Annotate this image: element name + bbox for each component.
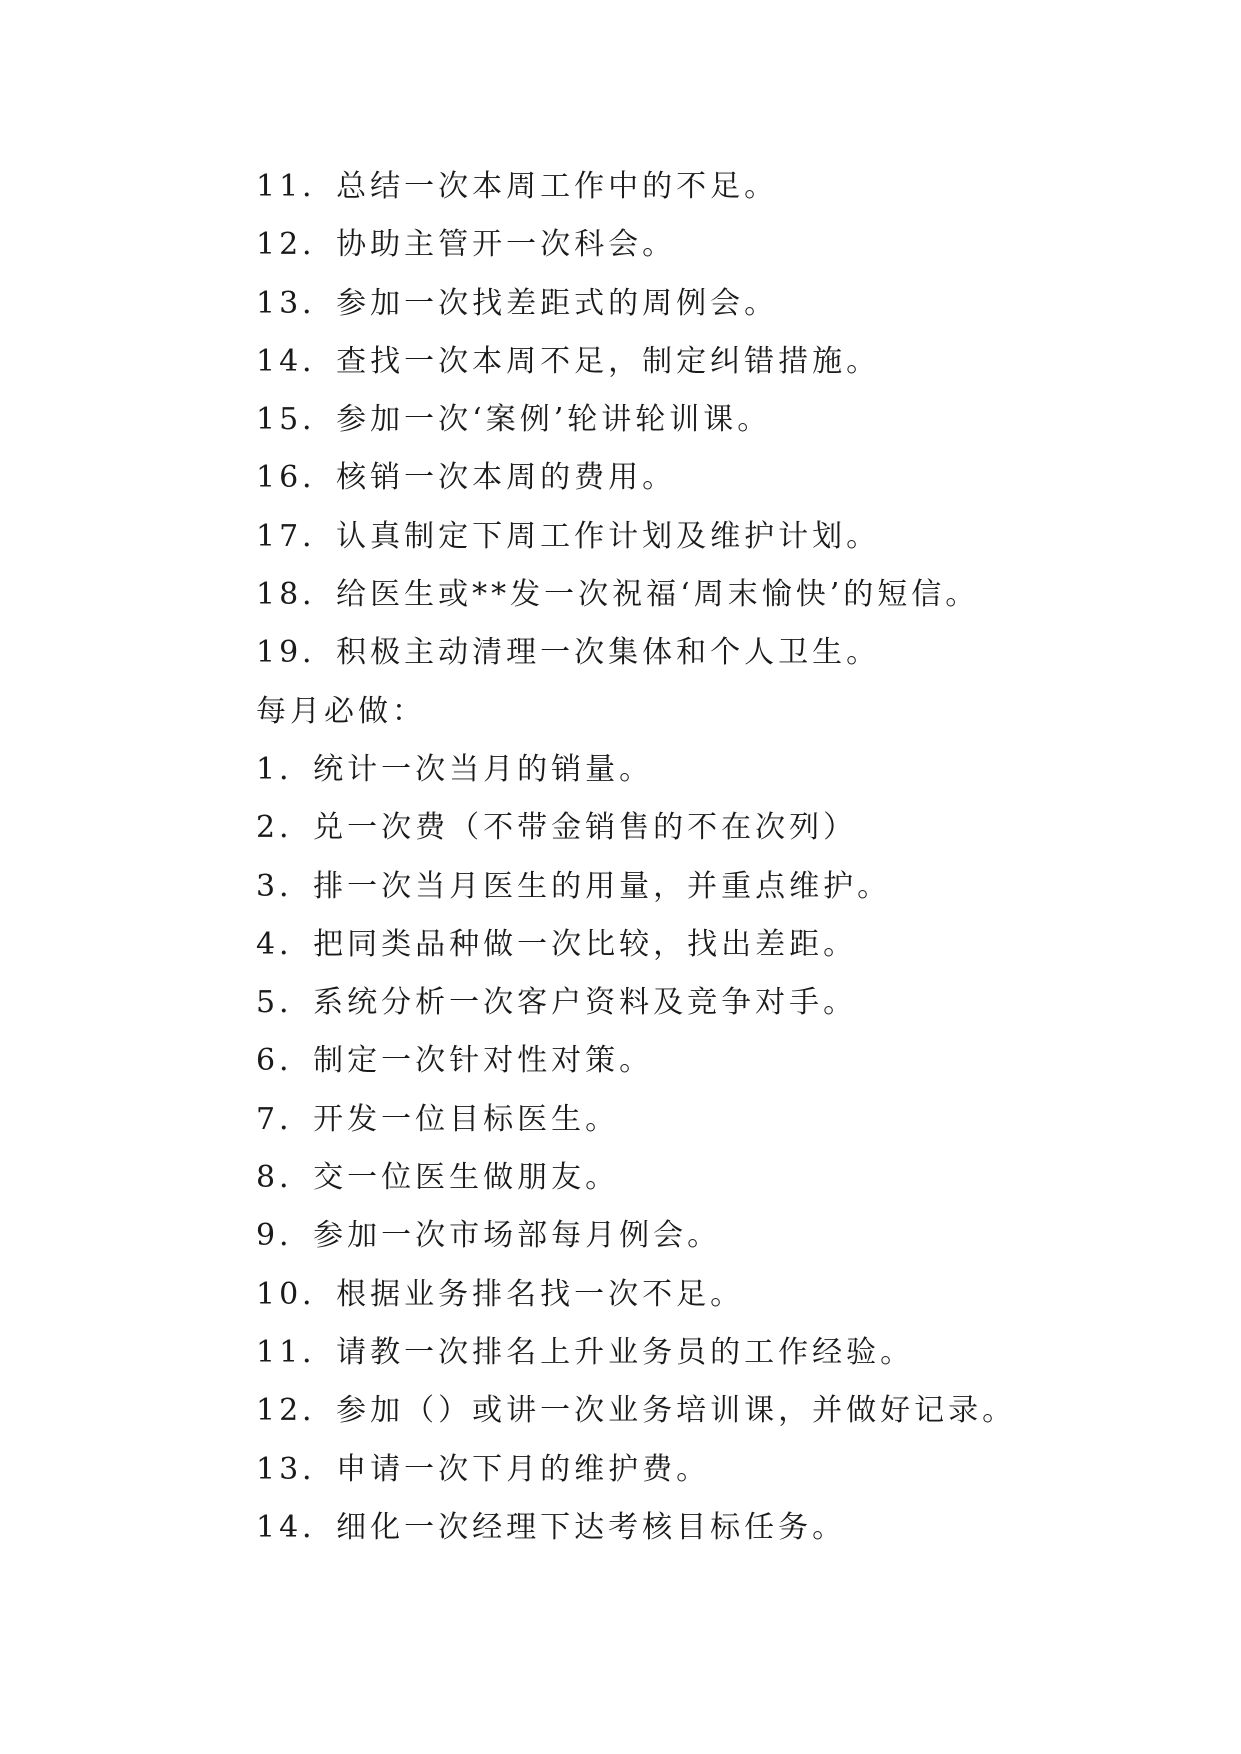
list-item: 1．统计一次当月的销量。: [256, 751, 654, 787]
list-item: 3．排一次当月医生的用量，并重点维护。: [256, 868, 892, 904]
list-item: 2．兑一次费（不带金销售的不在次列）: [256, 810, 858, 846]
section-heading: 每月必做：: [256, 693, 426, 729]
list-item: 14．查找一次本周不足，制定纠错措施。: [256, 343, 881, 379]
document-body: [256, 158, 1156, 1557]
list-item: 12．协助主管开一次科会。: [256, 227, 677, 263]
list-item: 14．细化一次经理下达考核目标任务。: [256, 1509, 847, 1545]
list-item: 11．请教一次排名上升业务员的工作经验。: [256, 1334, 915, 1370]
list-item: 19．积极主动清理一次集体和个人卫生。: [256, 635, 881, 671]
list-item: 4．把同类品种做一次比较，找出差距。: [256, 926, 858, 962]
list-item: 18．给医生或**发一次祝福‘周末愉快’的短信。: [256, 577, 980, 613]
list-item: 9．参加一次市场部每月例会。: [256, 1218, 722, 1254]
list-item: 10．根据业务排名找一次不足。: [256, 1276, 745, 1312]
list-item: 15．参加一次‘案例’轮讲轮训课。: [256, 402, 772, 438]
list-item: 17．认真制定下周工作计划及维护计划。: [256, 518, 881, 554]
list-item: 6．制定一次针对性对策。: [256, 1043, 654, 1079]
list-item: 13．参加一次找差距式的周例会。: [256, 285, 779, 321]
list-item: 8．交一位医生做朋友。: [256, 1160, 620, 1196]
list-item: 5．系统分析一次客户资料及竞争对手。: [256, 985, 858, 1021]
list-item: 7．开发一位目标医生。: [256, 1101, 620, 1137]
list-item: 16．核销一次本周的费用。: [256, 460, 677, 496]
list-item: 12．参加（）或讲一次业务培训课，并做好记录。: [256, 1393, 1017, 1429]
list-item: 11．总结一次本周工作中的不足。: [256, 169, 779, 204]
list-item: 13．申请一次下月的维护费。: [256, 1451, 711, 1487]
